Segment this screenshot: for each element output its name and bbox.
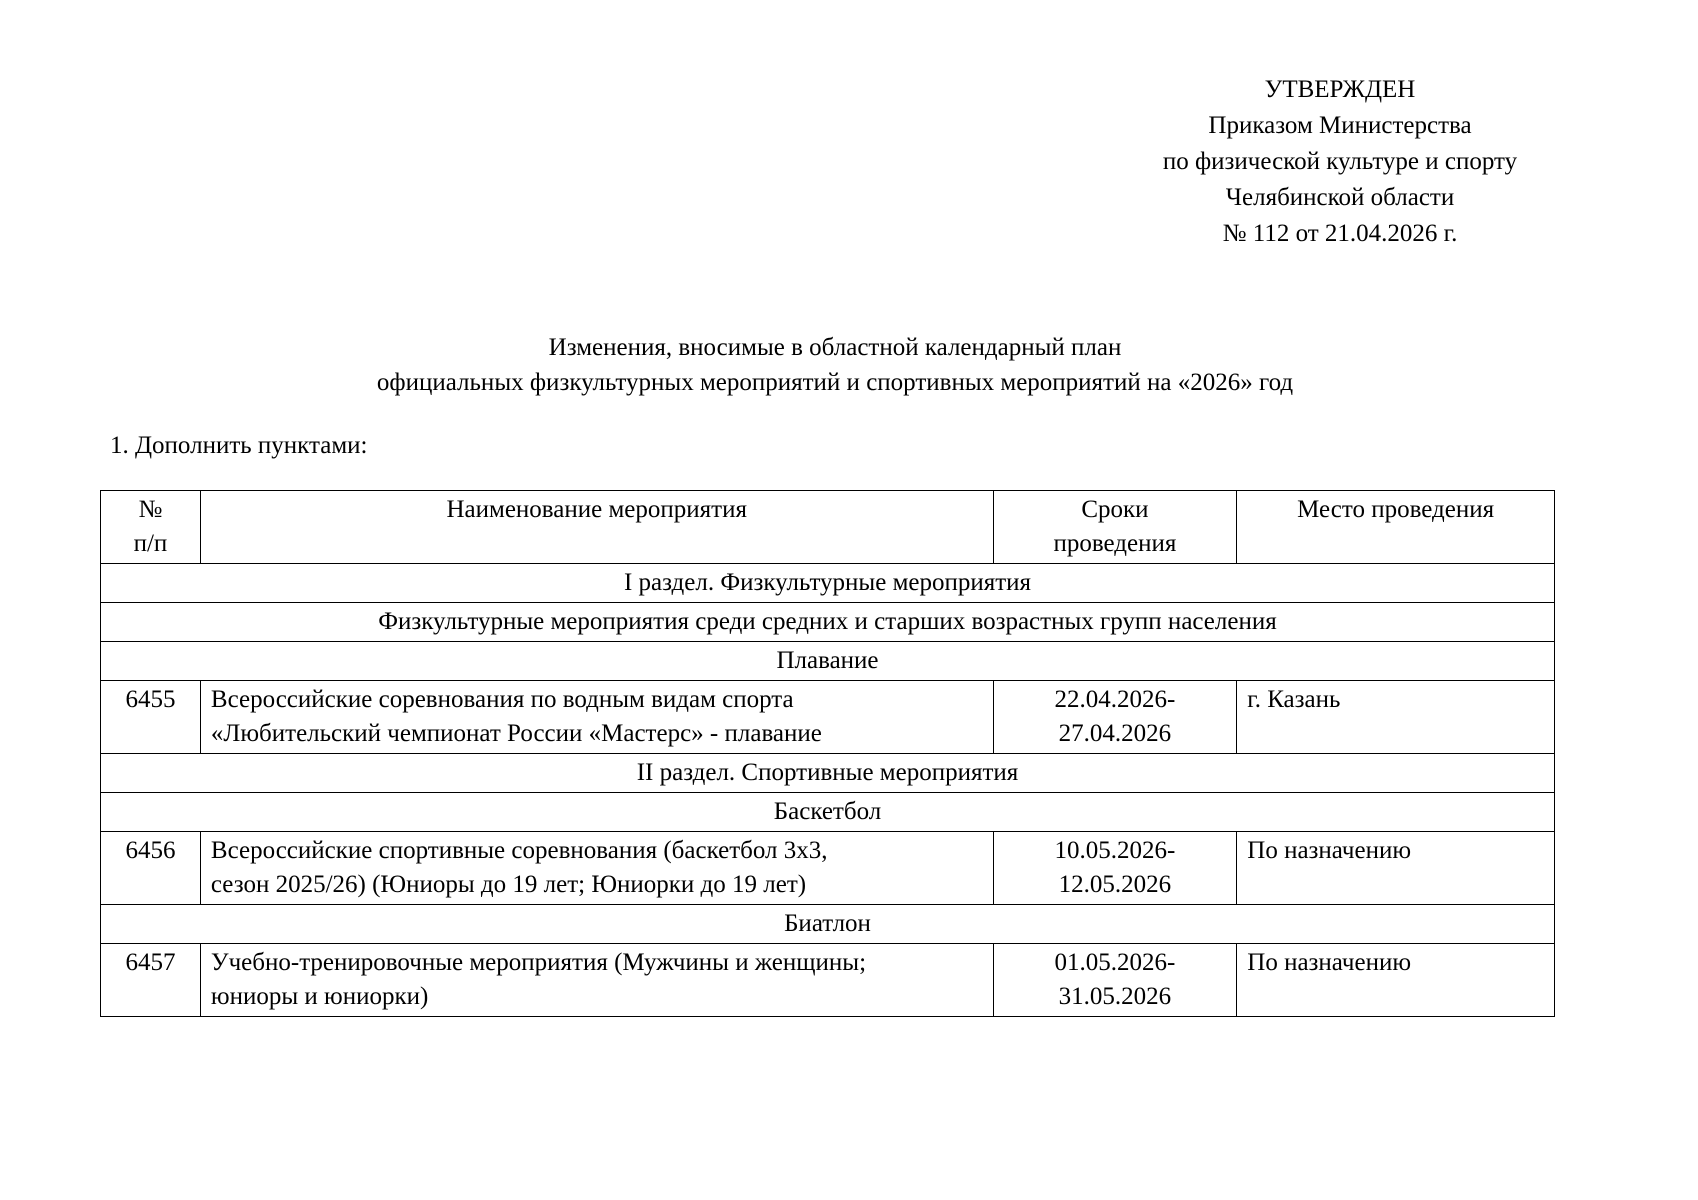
row-event-name (200, 944, 993, 1017)
approval-line-approved: УТВЕРЖДЕН (1264, 76, 1416, 103)
section-row (101, 642, 1555, 681)
document-title (200, 330, 1470, 400)
events-table (100, 490, 1555, 1017)
row-event-name-line-1: Всероссийские спортивные соревнования (баскетбол 3х3, (210, 837, 828, 864)
header-place-text: Место проведения (1297, 496, 1495, 523)
approval-line-number-date: № 112 от 21.04.2026 г. (1222, 220, 1458, 247)
header-place (1237, 491, 1555, 564)
row-event-name-line-2: сезон 2025/26) (Юниоры до 19 лет; Юниорки до 19 лет) (210, 871, 807, 898)
table-row (101, 944, 1555, 1017)
row-dates (993, 944, 1237, 1017)
approval-line-region: Челябинской области (1225, 184, 1455, 211)
sport-title-swimming: Плавание (101, 642, 1555, 681)
header-dates-line-1: Сроки (1081, 496, 1149, 523)
section-row (101, 905, 1555, 944)
row-date-end: 27.04.2026 (1058, 720, 1172, 747)
row-event-name-line-2: юниоры и юниорки) (210, 983, 429, 1010)
row-event-name (200, 832, 993, 905)
section-row (101, 793, 1555, 832)
row-number: 6456 (101, 832, 201, 905)
header-event-name-text: Наименование мероприятия (446, 496, 747, 523)
approval-stamp-block (1110, 72, 1570, 252)
sport-title-biathlon: Биатлон (101, 905, 1555, 944)
section-row (101, 754, 1555, 793)
section-row (101, 603, 1555, 642)
row-event-name-line-2: «Любительский чемпионат России «Мастерс» - плавание (210, 720, 822, 747)
table-row (101, 681, 1555, 754)
row-event-name-line-1: Всероссийские соревнования по водным видам спорта (210, 686, 794, 713)
section-title-2: II раздел. Спортивные мероприятия (101, 754, 1555, 793)
header-event-name (200, 491, 993, 564)
row-number: 6457 (101, 944, 201, 1017)
row-place: г. Казань (1237, 681, 1555, 754)
approval-line-order: Приказом Министерства (1208, 112, 1472, 139)
section-row (101, 564, 1555, 603)
header-number-line-2: п/п (133, 530, 168, 557)
header-dates (993, 491, 1237, 564)
row-date-start: 10.05.2026- (1054, 837, 1176, 864)
subsection-title: Физкультурные мероприятия среди средних и старших возрастных групп населения (101, 603, 1555, 642)
row-date-end: 12.05.2026 (1058, 871, 1172, 898)
document-title-line-1: Изменения, вносимые в областной календарный план (548, 334, 1122, 361)
row-date-start: 01.05.2026- (1054, 949, 1176, 976)
row-number: 6455 (101, 681, 201, 754)
approval-line-ministry: по физической культуре и спорту (1162, 148, 1518, 175)
item-heading: 1. Дополнить пунктами: (110, 432, 368, 459)
row-dates (993, 681, 1237, 754)
table-header-row (101, 491, 1555, 564)
row-event-name (200, 681, 993, 754)
header-number (101, 491, 201, 564)
sport-title-basketball: Баскетбол (101, 793, 1555, 832)
row-date-start: 22.04.2026- (1054, 686, 1176, 713)
document-title-line-2: официальных физкультурных мероприятий и спортивных мероприятий на «2026» год (376, 369, 1294, 396)
table-row (101, 832, 1555, 905)
section-title-1: I раздел. Физкультурные мероприятия (101, 564, 1555, 603)
row-date-end: 31.05.2026 (1058, 983, 1172, 1010)
row-dates (993, 832, 1237, 905)
row-place: По назначению (1237, 832, 1555, 905)
row-place: По назначению (1237, 944, 1555, 1017)
header-number-line-1: № (138, 496, 163, 523)
row-event-name-line-1: Учебно-тренировочные мероприятия (Мужчины и женщины; (210, 949, 867, 976)
header-dates-line-2: проведения (1053, 530, 1177, 557)
